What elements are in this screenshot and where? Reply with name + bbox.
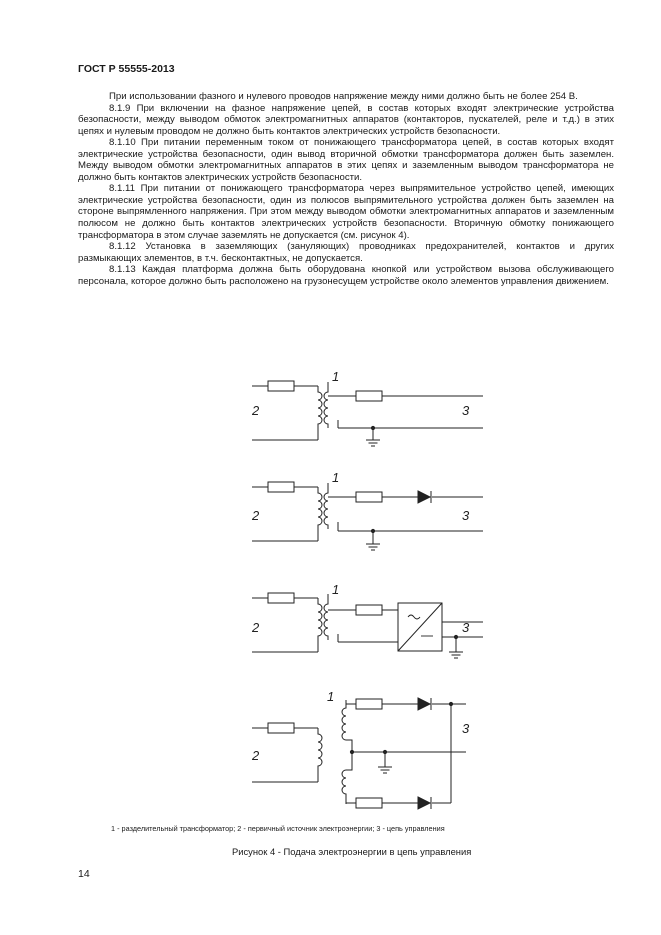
page-number: 14 — [78, 868, 90, 880]
paragraph: При использовании фазного и нулевого проводов напряжение между ними должно быть не более 254 В. — [109, 91, 578, 102]
label-transformer: 1 — [332, 369, 340, 384]
label-source: 2 — [252, 620, 260, 635]
label-source: 2 — [252, 403, 260, 418]
paragraph: 8.1.9 При включении на фазное напряжение цепей, в состав которых входят электрические устройства безопасности, между выводом обмоток электромагнитных аппаратов (контакторов, пускателей, реле и т.д.) в этих цепях и нулевым проводом не должно быть контактов электрических устройств безопасности. — [78, 102, 614, 137]
label-source: 2 — [252, 748, 260, 763]
paragraph: 8.1.10 При питании переменным током от понижающего трансформатора цепей, в состав которых входят электрические устройства безопасности, один вывод вторичной обмотки трансформатора должен быть заземлен. Между выводом обмотки электромагнитных аппаратов в этих цепях и заземленным выводом трансформатора не должно быть контактов электрических устройств безопасности. — [78, 137, 614, 183]
paragraph: 8.1.11 При питании от понижающего трансформатора через выпрямительное устройство цепей, имеющих электрические устройства безопасности, один из полюсов выпрямительного устройства должен быть заземлен на стороне выпрямленного напряжения. При этом между выводом обмотки электромагнитных аппаратов и заземленным полюсом не должно быть контактов электрических устройств безопасности. Вторичную обмотку понижающего трансформатора в этом случае заземлять не допускается (см. рисунок 4). — [78, 183, 614, 241]
label-circuit: 3 — [462, 620, 470, 635]
label-circuit: 3 — [462, 403, 470, 418]
label-source: 2 — [252, 508, 260, 523]
label-circuit: 3 — [462, 508, 470, 523]
figure-legend: 1 - разделительный трансформатор; 2 - первичный источник электроэнергии; 3 - цепь управления — [111, 824, 445, 833]
label-transformer: 1 — [327, 689, 335, 704]
diagram-diode — [251, 470, 483, 550]
label-transformer: 1 — [332, 470, 340, 485]
paragraph: 8.1.12 Установка в заземляющих (зануляющих) проводниках предохранителей, контактов и других размыкающих элементов, в т.ч. бесконтактных, не допускается. — [78, 241, 614, 264]
diagram-full-wave — [251, 689, 470, 809]
diagram-ac-grounded — [251, 369, 483, 446]
standard-header: ГОСТ Р 55555-2013 — [78, 63, 175, 75]
paragraph: 8.1.13 Каждая платформа должна быть оборудована кнопкой или устройством вызова обслуживающего персонала, которое должно быть расположено на грузонесущем устройстве около элементов управления движением. — [78, 264, 614, 287]
diagram-rectifier — [251, 582, 483, 658]
label-circuit: 3 — [462, 721, 470, 736]
figure-caption: Рисунок 4 - Подача электроэнергии в цепь управления — [232, 846, 472, 857]
label-transformer: 1 — [332, 582, 340, 597]
